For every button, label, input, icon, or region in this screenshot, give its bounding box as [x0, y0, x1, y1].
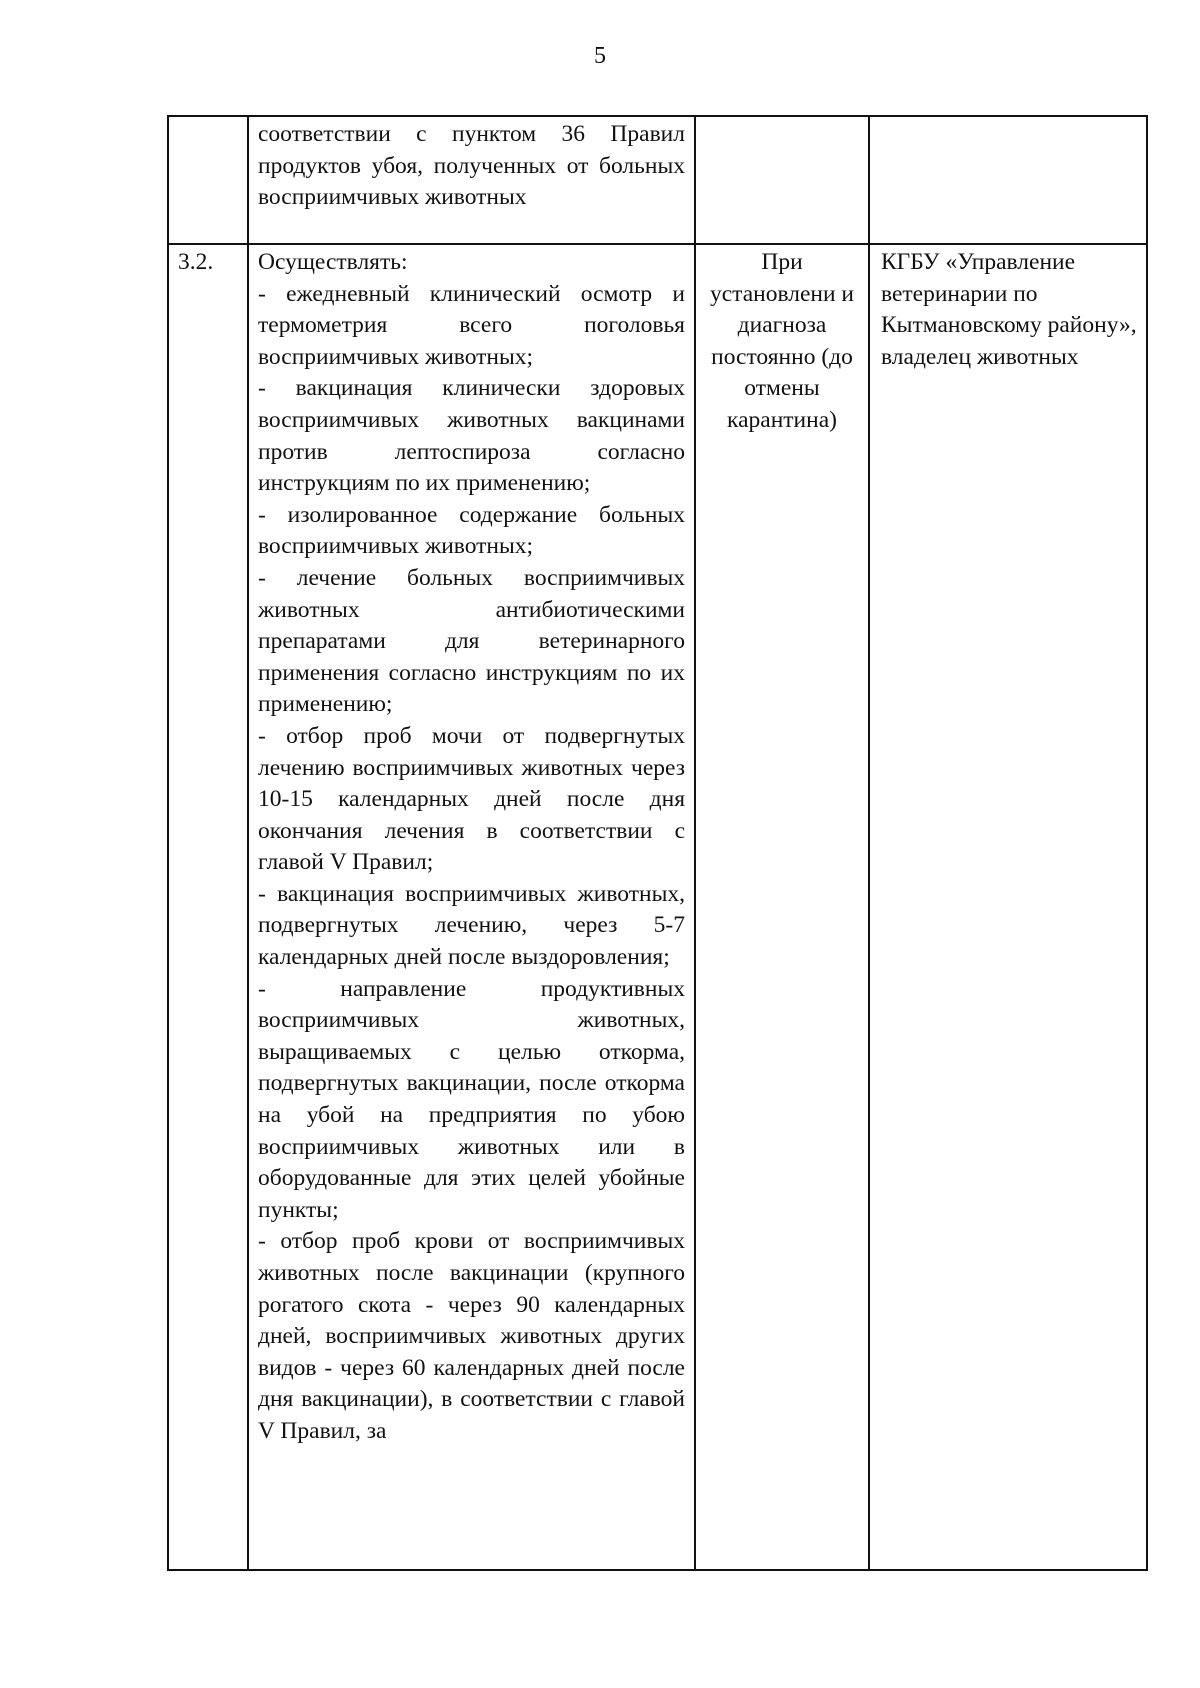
measure-paragraph: - вакцинация клинически здоровых восприимчивых животных вакцинами против лептоспироза согласно инструкциям по их применению;: [258, 375, 685, 497]
measure-text-cell: соответствии с пунктом 36 Правил продуктов убоя, полученных от больных восприимчивых животных: [248, 116, 695, 244]
term-cell: При установлени и диагноза постоянно (до отмены карантина): [695, 244, 869, 1570]
measure-paragraph: - направление продуктивных восприимчивых животных, выращиваемых с целью откорма, подвергнутых вакцинации, после откорма на убой на предприятия по убою восприимчивых животных или в оборудованные для этих целей убойные пункты;: [258, 975, 685, 1223]
measure-paragraph: - отбор проб крови от восприимчивых животных после вакцинации (крупного рогатого скота - через 90 календарных дней, восприимчивых животных других видов - через 60 календарных дней после дня вакцинации), в соответствии с главой V Правил, за: [258, 1228, 685, 1444]
responsible-cell: КГБУ «Управление ветеринарии по Кытмановскому району», владелец животных: [869, 244, 1147, 1570]
table-row: [168, 116, 1147, 244]
page-number: 5: [594, 43, 606, 69]
table-row: [168, 244, 1147, 1570]
measure-paragraph: - изолированное содержание больных восприимчивых животных;: [258, 501, 685, 560]
measure-paragraph: - ежедневный клинический осмотр и термометрия всего поголовья восприимчивых животных;: [258, 280, 685, 370]
measures-table: [167, 115, 1148, 1571]
measure-paragraph: Осуществлять:: [258, 249, 408, 275]
measure-text-cell: [248, 244, 695, 1570]
item-number-cell: [168, 116, 248, 244]
measure-paragraph: - вакцинация восприимчивых животных, подвергнутых лечению, через 5-7 календарных дней после выздоровления;: [258, 880, 685, 971]
responsible-cell: [869, 116, 1147, 244]
term-cell: [695, 116, 869, 244]
item-number-cell: 3.2.: [168, 244, 248, 1570]
measure-paragraph: - лечение больных восприимчивых животных антибиотическими препаратами для ветеринарного применения согласно инструкциям по их применению;: [258, 564, 685, 718]
measure-paragraph: - отбор проб мочи от подвергнутых лечению восприимчивых животных через 10-15 календарных дней после дня окончания лечения в соответствии с главой V Правил;: [258, 722, 685, 876]
